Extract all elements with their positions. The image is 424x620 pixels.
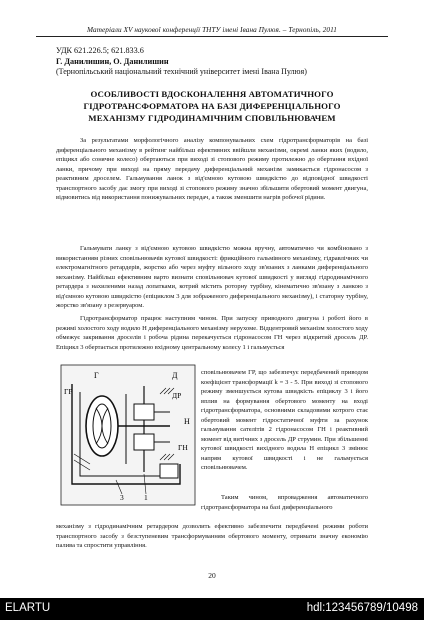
label-g: Г: [94, 371, 99, 380]
repository-footer: [0, 598, 424, 620]
paper-title: ОСОБЛИВОСТІ ВДОСКОНАЛЕННЯ АВТОМАТИЧНОГО ГІДРОТРАНСФОРМАТОРА НА БАЗІ ДИФЕРЕНЦІАЛЬНОГО МЕХАНІЗМУ ГІДРОДИНАМІЧНИМ СПОВІЛЬНЮВАЧЕМ: [83, 89, 341, 123]
label-1: 1: [144, 493, 148, 502]
paragraph-1: За результатами морфологічного аналізу компонувальних схем гідротрансформаторів на базі диференціального механізму в рейтинг найбільш ефективних ввійшли механізми, окремі ланки яких (водило, епіцикл або сонячне колесо) обертаються при виході зі стопового режиму протилежно до обертання вхідної ланки, причому при виході на пряму передачу диференціальний механізм замикається гідронасосом з реактивним дроселем. Гальмування ланок з від'ємною кутовою швидкістю до відповідної швидкості транспортного засобу дає змогу при виході зі стопового режиму значно збільшити обертовий момент двигуна, відмовитись від використання понижувальних передач, а також зменшити нагрів робочої рідини.: [56, 137, 368, 202]
paragraph-5-start: Таким чином, впровадження автоматичного гідротрансформатора на базі диференціального: [201, 494, 368, 511]
udc-code: УДК 621.226.5; 621.833.6: [56, 46, 144, 55]
label-3: 3: [120, 493, 124, 502]
label-gr: ГР: [64, 387, 73, 396]
affiliation: (Тернопільський національний технічний університет імені Івана Пулюя): [56, 67, 307, 76]
running-header: Матеріали XV наукової конференції ТНТУ імені Івана Пулюя. – Тернопіль, 2011: [87, 26, 337, 34]
label-dr: ДР: [172, 391, 182, 400]
paragraph-3: Гідротрансформатор працює наступним чином. При запуску приводного двигуна і роботі його в режимі холостого ходу водило Н диференціального механізму нерухоме. Відцентровий механізм холостого ходу обмежує закривання дроселів і робоча рідина перекачується гідронасосом ГН через відкритий дросель ДР. Епіцикл 3 обертається протилежно вхідному центральному колесу 1 і гальмується: [56, 315, 368, 351]
repository-name: ELARTU: [5, 602, 51, 614]
handle-id[interactable]: hdl:123456789/10498: [306, 602, 418, 614]
page-number: 20: [208, 571, 216, 580]
paragraph-5-rest: механізму з гідродинамічним ретардером дозволить ефективно забезпечити передбачені режими роботи транспортного засобу з безступеневим трансформуванням обертового моменту, отримати значну економію палива та спростити управління.: [56, 523, 368, 550]
label-gn: ГН: [178, 443, 188, 452]
paragraph-2: Гальмувати ланку з від'ємною кутовою швидкістю можна вручну, автоматично чи комбіновано з використанням різних сповільнювачів кутової швидкості: фрикційного гальмівного механізму, гідравлічних чи електромагнітного ретардерів, жорстко або через муфту вільного ходу зв'язаних з ланками диференціального механізму. Найбільш ефективним варто визнати сповільнювач кутової швидкості у вигляді гідродинамічного ретардера з нахиленими назад лопатками, котрий містить роторну турбіну, кінематично зв'язану з ланкою з від'ємною кутовою швидкістю (епіциклом 3 для зображеного диференціального механізму), і статорну турбіну, жорстко зв'язану з резервуаром.: [56, 245, 368, 310]
header-divider: [36, 36, 388, 37]
label-h: Н: [184, 417, 190, 426]
label-d: Д: [172, 371, 178, 380]
mechanism-diagram: [60, 364, 196, 506]
authors: Г. Данилишин, О. Данилишин: [56, 57, 169, 66]
paragraph-4: сповільнювачем ГР, що забезпечує передбачений приводом коефіцієнт трансформації k = 3 - 5. При виході зі стопового режиму зменшується кутова швидкість епіциклу 3 і його вплив на формування обертового моменту на вході гідротрансформатора, основними складовими котрого стає обертовий момент гідростатичної муфти за рахунок гальмування сателітів 2 гідронасосом ГН і реактивний момент від витічних з дросель ДР струмин. При збільшенні кутової швидкості вихідного водила Н епіцикл 3 змінює напрям кутової швидкості і не гальмується сповільнювачем.: [201, 369, 368, 472]
